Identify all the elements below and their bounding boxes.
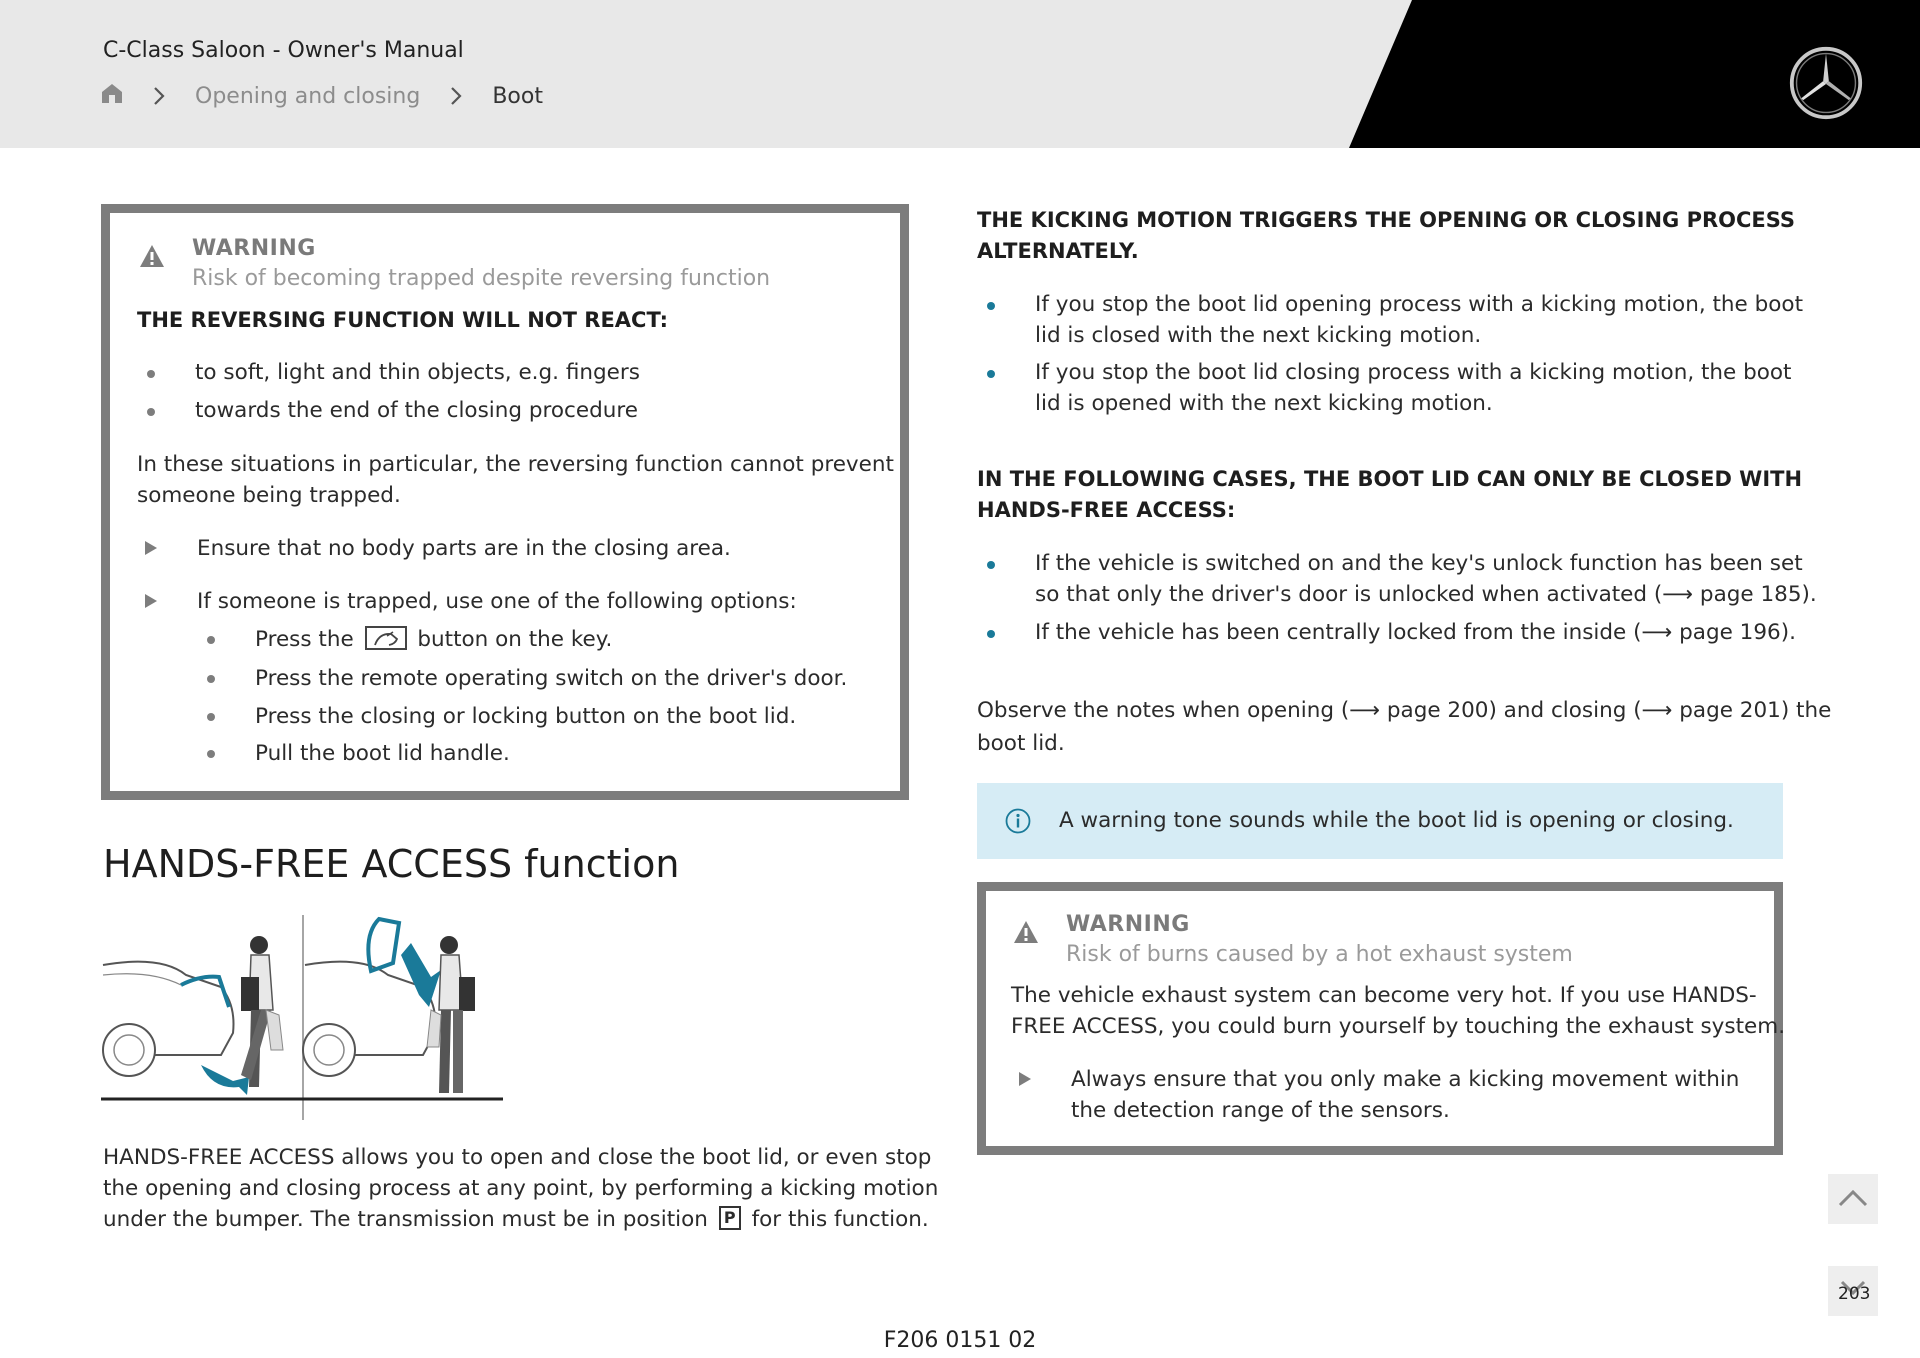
bullet-dot: [987, 561, 995, 569]
breadcrumb-item-opening-closing[interactable]: Opening and closing: [195, 83, 421, 109]
hands-free-access-illustration: [101, 915, 506, 1123]
list-item-line: lid is opened with the next kicking motion.: [1035, 391, 1493, 416]
boot-open-key-icon: [365, 626, 407, 650]
warning-paragraph-line: FREE ACCESS, you could burn yourself by touching the exhaust system.: [1011, 1014, 1786, 1039]
step-item: If someone is trapped, use one of the following options:: [197, 589, 797, 614]
list-item: towards the end of the closing procedure: [195, 398, 638, 423]
step-arrow-icon: [145, 594, 157, 608]
page-number: 203: [1838, 1284, 1871, 1304]
list-item-line: lid is closed with the next kicking motion.: [1035, 323, 1482, 348]
warning-subtitle: Risk of becoming trapped despite reversing function: [192, 266, 771, 291]
bullet-dot: [987, 370, 995, 378]
figure-code: F206 0151 02: [883, 1328, 1037, 1353]
warning-label: WARNING: [1066, 912, 1190, 937]
scroll-up-button[interactable]: [1828, 1174, 1878, 1224]
bullet-dot: [207, 713, 215, 721]
info-text: A warning tone sounds while the boot lid is opening or closing.: [1059, 808, 1734, 833]
cases-heading-line: HANDS-FREE ACCESS:: [977, 498, 1236, 522]
gear-p-badge: P: [719, 1206, 741, 1230]
step-arrow-icon: [1019, 1072, 1031, 1086]
kicking-heading-line: ALTERNATELY.: [977, 239, 1139, 263]
observe-notes-line: boot lid.: [977, 731, 1065, 756]
bullet-dot: [987, 630, 995, 638]
option-text: button on the key.: [417, 627, 613, 652]
bullet-dot: [147, 370, 155, 378]
section-body-line: the opening and closing process at any point, by performing a kicking motion: [103, 1176, 939, 1201]
step-item: Ensure that no body parts are in the closing area.: [197, 536, 731, 561]
section-body-line: HANDS-FREE ACCESS allows you to open and close the boot lid, or even stop: [103, 1145, 932, 1170]
section-title: HANDS-FREE ACCESS function: [103, 842, 680, 886]
bullet-dot: [987, 302, 995, 310]
warning-subtitle: Risk of burns caused by a hot exhaust system: [1066, 942, 1573, 967]
warning-paragraph-line: The vehicle exhaust system can become very hot. If you use HANDS-: [1011, 983, 1757, 1008]
warning-heading: THE REVERSING FUNCTION WILL NOT REACT:: [137, 308, 669, 332]
chevron-up-icon: [1828, 1174, 1878, 1224]
body-text: under the bumper. The transmission must be in position: [103, 1207, 708, 1232]
warning-paragraph-line: In these situations in particular, the reversing function cannot prevent: [137, 452, 894, 477]
list-item: to soft, light and thin objects, e.g. fingers: [195, 360, 640, 385]
warning-triangle-icon: [139, 244, 165, 268]
list-item-line: If the vehicle has been centrally locked from the inside (⟶ page 196).: [1035, 620, 1796, 645]
step-arrow-icon: [145, 541, 157, 555]
step-item-line: Always ensure that you only make a kicking movement within: [1071, 1067, 1740, 1092]
step-item-line: the detection range of the sensors.: [1071, 1098, 1450, 1123]
info-box: [977, 783, 1783, 859]
option-item: Press the closing or locking button on the boot lid.: [255, 704, 797, 729]
warning-paragraph-line: someone being trapped.: [137, 483, 401, 508]
option-item: Press the remote operating switch on the driver's door.: [255, 666, 848, 691]
bullet-dot: [147, 408, 155, 416]
warning-label: WARNING: [192, 236, 316, 261]
info-icon: [1005, 808, 1031, 834]
list-item-line: If the vehicle is switched on and the key's unlock function has been set: [1035, 551, 1803, 576]
page-header: [0, 0, 1920, 148]
bullet-dot: [207, 636, 215, 644]
header-black-panel: [0, 0, 1920, 148]
chevron-right-icon: [153, 86, 165, 106]
chevron-right-icon: [450, 86, 462, 106]
list-item-line: If you stop the boot lid opening process with a kicking motion, the boot: [1035, 292, 1803, 317]
option-item: Pull the boot lid handle.: [255, 741, 510, 766]
option-text: Press the: [255, 627, 354, 652]
kicking-heading-line: THE KICKING MOTION TRIGGERS THE OPENING OR CLOSING PROCESS: [977, 208, 1796, 232]
bullet-dot: [207, 675, 215, 683]
list-item-line: so that only the driver's door is unlocked when activated (⟶ page 185).: [1035, 582, 1817, 607]
manual-title: C-Class Saloon - Owner's Manual: [103, 38, 464, 63]
bullet-dot: [207, 750, 215, 758]
list-item-line: If you stop the boot lid closing process with a kicking motion, the boot: [1035, 360, 1792, 385]
warning-triangle-icon: [1013, 920, 1039, 944]
option-item: [255, 624, 612, 655]
section-body-line: [103, 1204, 929, 1235]
breadcrumb: [101, 80, 543, 112]
mercedes-star-logo: [1788, 45, 1864, 121]
breadcrumb-item-boot: Boot: [492, 83, 543, 109]
home-icon[interactable]: [101, 82, 123, 110]
observe-notes-line: Observe the notes when opening (⟶ page 200) and closing (⟶ page 201) the: [977, 698, 1832, 723]
cases-heading-line: IN THE FOLLOWING CASES, THE BOOT LID CAN ONLY BE CLOSED WITH: [977, 467, 1803, 491]
body-text: for this function.: [751, 1207, 929, 1232]
